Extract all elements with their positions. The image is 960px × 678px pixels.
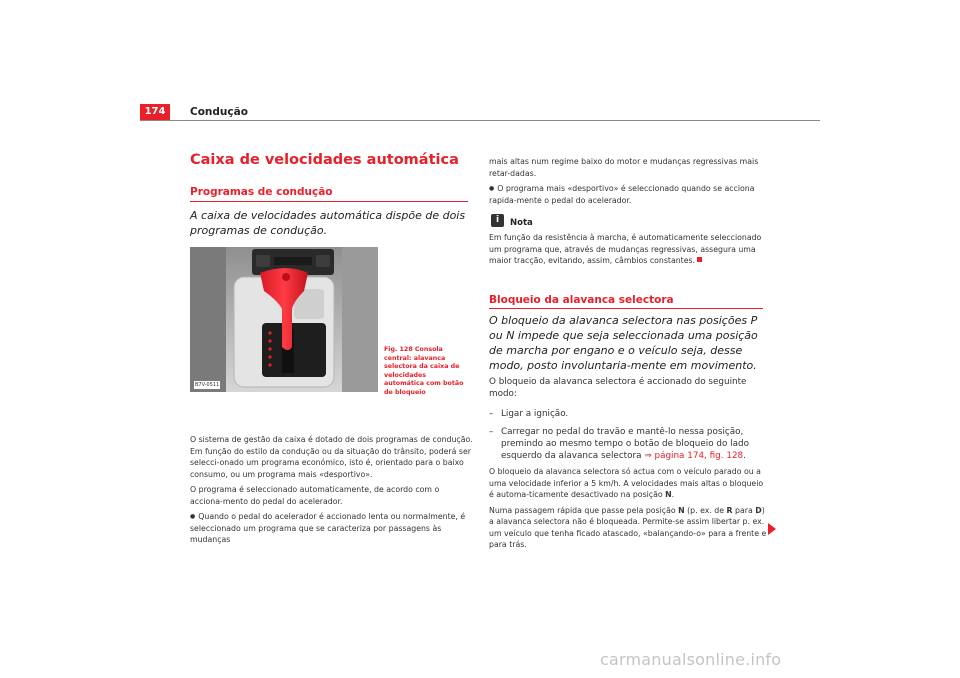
subsection-title-programs: Programas de condução <box>190 186 333 198</box>
gear-selector-illustration <box>190 247 378 392</box>
instructions-intro: O bloqueio da alavanca selectora é accionado do seguinte modo: <box>489 377 747 399</box>
left-body <box>190 434 474 550</box>
lead-text-lock: O bloqueio da alavanca selectora nas posições P ou N impede que seja seleccionada uma posição de marcha por engano e o veículo seja, desse modo, posto involuntaria-mente em movimento. <box>489 314 758 372</box>
text-run: para <box>732 505 756 515</box>
text-run: Numa passagem rápida que passe pela posição <box>489 505 679 515</box>
bullet-text: O programa mais «desportivo» é seleccionado quando se acciona rapida-mente o pedal do acelerador. <box>489 184 755 205</box>
bullet-item <box>190 511 474 546</box>
note-title: Nota <box>510 218 533 228</box>
header-rule <box>140 120 820 121</box>
step-item <box>489 408 765 420</box>
subsection-rule <box>489 308 763 309</box>
text-run-bold: N <box>665 490 672 499</box>
right-body-bottom <box>489 466 769 555</box>
text-run-bold: R <box>726 505 733 515</box>
subsection-rule <box>190 201 468 202</box>
paragraph <box>489 505 769 551</box>
continue-arrow-icon <box>768 523 776 535</box>
paragraph: O programa é seleccionado automaticamente, de acordo com o acciona-mento do pedal do acelerador. <box>190 485 440 506</box>
lead-text-programs: A caixa de velocidades automática dispõe de dois programas de condução. <box>190 209 466 237</box>
text-run-bold: D <box>755 505 762 515</box>
right-body-top <box>489 156 763 210</box>
note-body: Em função da resistência à marcha, é automaticamente seleccionado um programa que, através de mudanças regressivas, assegura uma maior tracção, evitando, assim, câmbios constantes. <box>489 233 762 265</box>
text-run: O bloqueio da alavanca selectora só actua com o veículo parado ou a uma velocidade inferior a 5 km/h. A velocidades mais altas o bloqueio é automa-ticamente desactivado na posição <box>489 467 764 499</box>
section-title: Caixa de velocidades automática <box>190 152 459 168</box>
note-text <box>489 232 763 267</box>
figure-gear-selector-photo <box>190 247 378 392</box>
watermark: carmanualsonline.info <box>600 650 782 669</box>
step-text: Carregar no pedal do travão e mantê-lo nessa posição, premindo ao mesmo tempo o botão de bloqueio do lado esquerdo da alavanca selectora <box>501 427 749 461</box>
page-number: 174 <box>140 104 170 120</box>
figure-link[interactable]: ⇒ página 174, fig. 128 <box>644 451 744 461</box>
running-header: Condução <box>190 106 248 118</box>
paragraph: O bloqueio da alavanca selectora só actua com o veículo parado ou a uma velocidade inferior a 5 km/h. A velocidades mais altas o bloqueio é automa-ticamente desactivado na posição N. <box>489 467 764 499</box>
text-run: ) a alavanca selectora não é bloqueada. Permite-se assim libertar p. ex. um veículo que tenha ficado atascado, «balançando-o» para a frente e para trás. <box>489 505 767 549</box>
figure-code: B7V-0511 <box>195 382 220 388</box>
lock-instructions <box>489 376 765 468</box>
step-item: – Carregar no pedal do travão e mantê-lo nessa posição, premindo ao mesmo tempo o botão de bloqueio do lado esquerdo da alavanca selectora ⇒ página 174, fig. 128. <box>489 426 765 462</box>
step-text: Ligar a ignição. <box>501 409 569 419</box>
paragraph: mais altas num regime baixo do motor e mudanças regressivas mais retar-dadas. <box>489 157 759 178</box>
bullet-item <box>489 183 763 206</box>
bullet-text: Quando o pedal do acelerador é accionado lenta ou normalmente, é seleccionado um programa que se caracteriza por passagens às mudanças <box>190 512 466 544</box>
figure-caption: Fig. 128 Consola central: alavanca selectora da caixa de velocidades automática com botão de bloqueio <box>384 346 464 396</box>
info-icon: i <box>491 214 504 227</box>
paragraph: O sistema de gestão da caixa é dotado de dois programas de condução. Em função do estilo da condução ou da situação do trânsito, poderá ser selecci-onado um programa económico, isto é, orientado para o baixo consumo, ou um programa mais «desportivo». <box>190 435 473 479</box>
text-run: (p. ex. de <box>684 505 727 515</box>
text-run-bold: N <box>678 505 685 515</box>
end-marker-icon <box>697 257 702 262</box>
subsection-title-lock: Bloqueio da alavanca selectora <box>489 294 674 306</box>
